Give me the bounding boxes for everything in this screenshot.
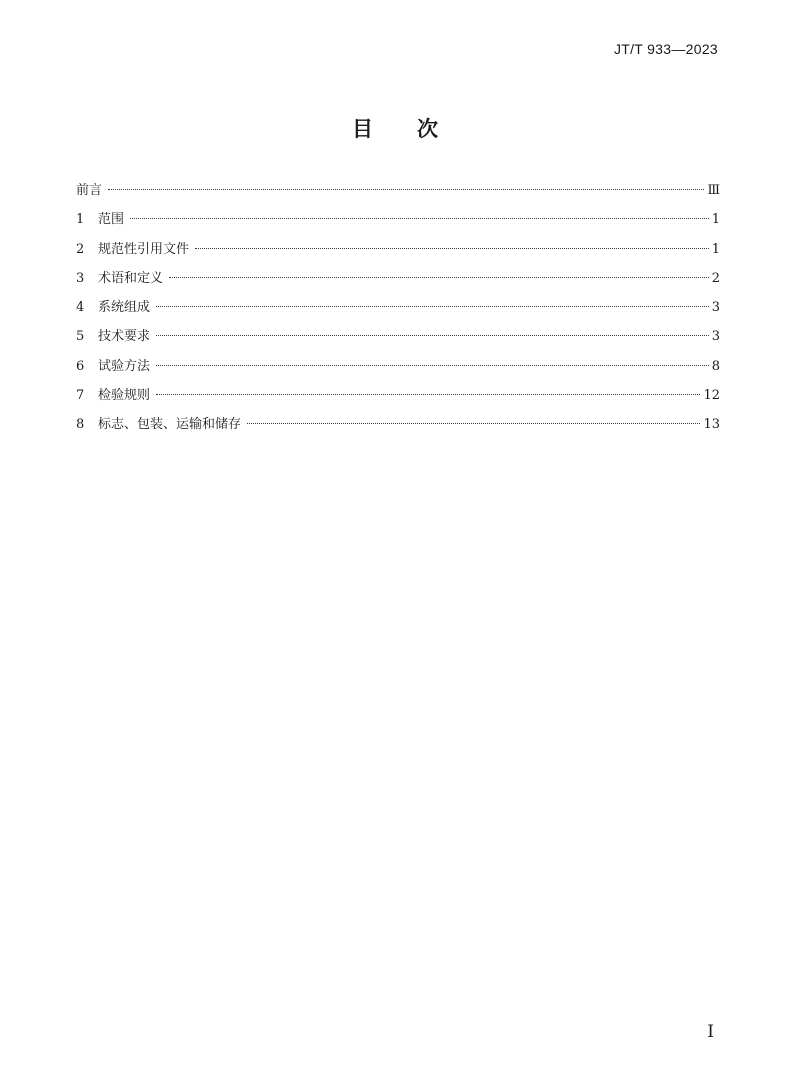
toc-entry-normative-references[interactable]	[76, 235, 720, 264]
toc-entry-number: 7	[76, 388, 85, 404]
toc-entry-number: 2	[76, 241, 85, 257]
toc-entry-number: 3	[76, 270, 85, 286]
toc-entry-page: 12	[703, 388, 720, 404]
toc-entry-terms-definitions[interactable]	[76, 264, 720, 293]
toc-dot-leader	[130, 218, 709, 219]
toc-entry-label: 规范性引用文件	[98, 241, 190, 257]
toc-entry-page: 3	[711, 329, 720, 345]
toc-entry-number: 8	[76, 417, 85, 433]
toc-entry-label: 检验规则	[98, 388, 151, 404]
toc-entry-page: 13	[703, 417, 720, 433]
toc-dot-leader	[156, 365, 709, 366]
toc-entry-label: 前言	[76, 183, 103, 198]
toc-entry-label: 技术要求	[98, 329, 151, 345]
toc-dot-leader	[156, 335, 709, 336]
toc-entry-page: 1	[711, 241, 720, 257]
toc-entry-page: Ⅲ	[707, 183, 720, 198]
toc-entry-system-composition[interactable]	[76, 293, 720, 322]
toc-entry-scope[interactable]	[76, 205, 720, 234]
toc-dot-leader	[156, 306, 709, 307]
toc-entry-technical-requirements[interactable]	[76, 322, 720, 351]
toc-dot-leader	[247, 423, 700, 424]
standard-code: JT/T 933—2023	[613, 41, 718, 57]
toc-entry-label: 试验方法	[98, 358, 151, 374]
toc-dot-leader	[156, 394, 700, 395]
toc-entry-number: 1	[76, 212, 85, 228]
toc-entry-number: 5	[76, 329, 85, 345]
toc-entry-inspection-rules[interactable]	[76, 381, 720, 410]
toc-entry-number: 4	[76, 300, 85, 316]
toc-entry-page: 8	[711, 358, 720, 374]
toc-title: 目次	[352, 117, 482, 141]
toc-entry-page: 1	[711, 212, 720, 228]
toc-dot-leader	[169, 277, 709, 278]
toc-dot-leader	[195, 248, 709, 249]
toc-entry-label: 系统组成	[98, 300, 151, 316]
toc-entry-foreword[interactable]	[76, 176, 720, 205]
toc-entry-label: 标志、包装、运输和储存	[98, 417, 242, 433]
toc-entry-number: 6	[76, 358, 85, 374]
toc-entry-page: 3	[711, 300, 720, 316]
toc-entry-marking-packaging-transport-storage[interactable]	[76, 410, 720, 439]
toc-entry-label: 术语和定义	[98, 270, 164, 286]
page-number: Ⅰ	[707, 1022, 714, 1042]
table-of-contents	[76, 176, 720, 440]
toc-entry-page: 2	[711, 270, 720, 286]
toc-entry-test-methods[interactable]	[76, 352, 720, 381]
toc-dot-leader	[108, 189, 704, 190]
toc-entry-label: 范围	[98, 212, 125, 228]
